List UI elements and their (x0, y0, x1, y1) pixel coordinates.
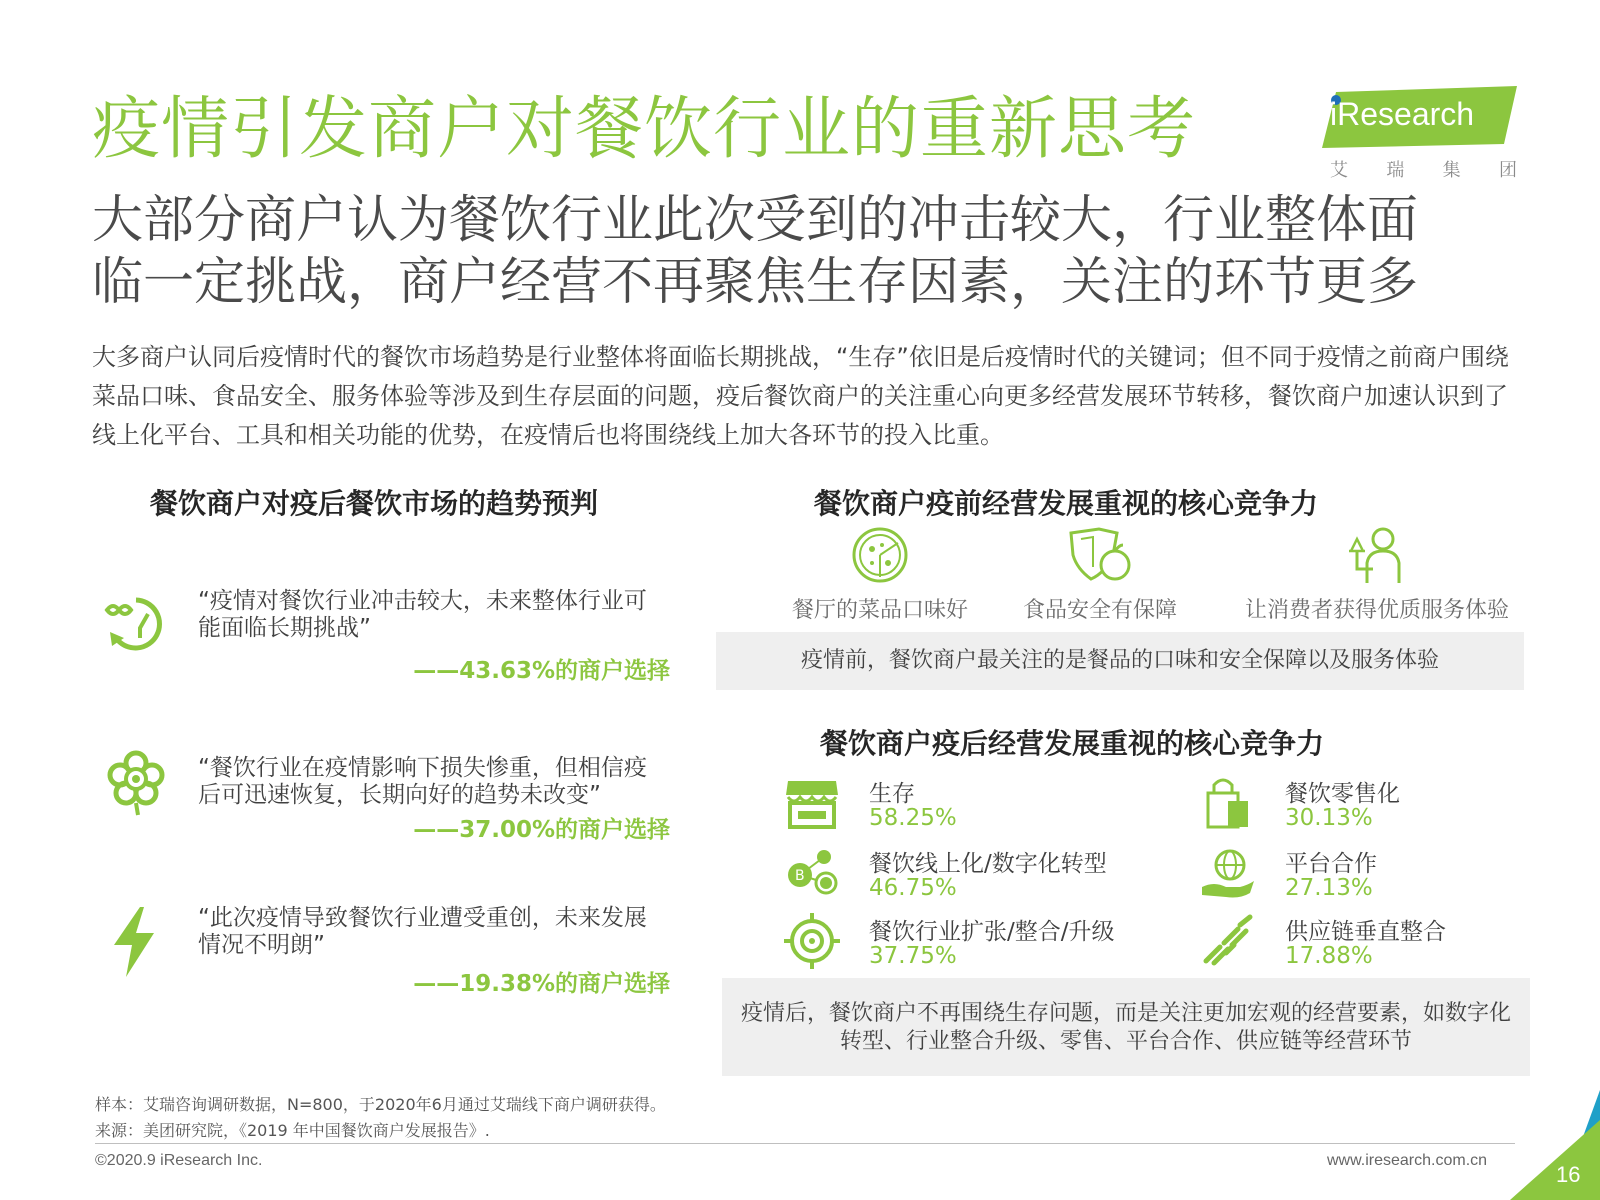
subtitle-line-2: 临一定挑战，商户经营不再聚焦生存因素，关注的环节更多 (92, 253, 1419, 312)
waiter-icon (1345, 525, 1409, 585)
logo-char: 集 (1442, 160, 1461, 181)
page-number: 16 (1556, 1162, 1581, 1187)
post-item (784, 913, 1184, 979)
trend-item (100, 745, 670, 843)
post-item-label: 生存 (869, 781, 915, 807)
subtitle-line-1: 大部分商户认为餐饮行业此次受到的冲击较大，行业整体面 (92, 191, 1419, 250)
post-item-label: 供应链垂直整合 (1285, 919, 1446, 945)
pre-item (1010, 525, 1190, 624)
post-item (1200, 845, 1500, 911)
pre-icons-row (780, 525, 1520, 625)
pizza-icon (850, 525, 910, 585)
shield-apple-icon (1065, 525, 1135, 585)
svg-text:B: B (795, 868, 805, 884)
chain-icon (1200, 913, 1256, 969)
subtitle (92, 190, 1512, 314)
logo-text: iResearch (1330, 96, 1475, 132)
logo-char: 艾 (1330, 160, 1348, 181)
pre-item (1242, 525, 1512, 624)
notes (95, 1092, 666, 1144)
trend-item (100, 588, 670, 684)
post-item-percentage: 58.25% (869, 805, 957, 831)
flower-icon (100, 745, 172, 817)
post-item-percentage: 37.75% (869, 943, 957, 969)
cycle-arrow-icon (100, 588, 172, 660)
pre-item-label: 食品安全有保障 (1022, 598, 1177, 623)
trend-quote: “疫情对餐饮行业冲击较大，未来整体行业可能面临长期挑战” (198, 588, 647, 641)
pre-item-label: 餐厅的菜品口味好 (791, 598, 968, 623)
pre-item (780, 525, 980, 624)
post-item-percentage: 27.13% (1285, 875, 1373, 901)
post-item-percentage: 30.13% (1285, 805, 1373, 831)
post-item-label: 餐饮线上化/数字化转型 (869, 851, 1107, 877)
copyright: ©2020.9 iResearch Inc. (95, 1152, 263, 1169)
trend-item (100, 905, 670, 995)
intro-paragraph: 大多商户认同后疫情时代的餐饮市场趋势是行业整体将面临长期挑战，“生存”依旧是后疫情时代的关键词；但不同于疫情之前商户围绕菜品口味、食品安全、服务体验等涉及到生存层面的问题，疫后餐饮商户的关注重心向更多经营发展环节转移，餐饮商户加速认识到了线上化平台、工具和相关功能的优势，在疫情后也将围绕线上加大各环节的投入比重。 (92, 343, 1509, 449)
sample-note: 样本：艾瑞咨询调研数据，N=800，于2020年6月通过艾瑞线下商户调研获得。 (95, 1095, 666, 1114)
globe-hand-icon (1200, 845, 1256, 901)
shopping-bag-icon (1200, 775, 1256, 831)
lightning-icon (100, 905, 172, 977)
logo-char: 团 (1498, 160, 1517, 181)
website-link[interactable]: www.iresearch.com.cn (1327, 1152, 1488, 1169)
trend-quote: “此次疫情导致餐饮行业遭受重创，未来发展情况不明朗” (198, 905, 647, 958)
post-item-label: 餐饮行业扩张/整合/升级 (869, 919, 1115, 945)
pre-summary: 疫情前，餐饮商户最关注的是餐品的口味和安全保障以及服务体验 (716, 632, 1524, 690)
corner-decoration-icon (1510, 1090, 1600, 1200)
post-item-percentage: 46.75% (869, 875, 957, 901)
post-item (784, 775, 1184, 841)
pre-item-label: 让消费者获得优质服务体验 (1244, 598, 1509, 623)
trend-percentage: ——37.00%的商户选择 (413, 817, 670, 843)
store-icon (784, 775, 840, 831)
post-item (784, 845, 1184, 911)
trend-quote: “餐饮行业在疫情影响下损失惨重，但相信疫后可迅速恢复，长期向好的趋势未改变” (198, 755, 647, 808)
trend-percentage: ——19.38%的商户选择 (413, 971, 670, 997)
source-note: 来源：美团研究院，《2019 年中国餐饮商户发展报告》. (95, 1121, 490, 1140)
trend-section-title: 餐饮商户对疫后餐饮市场的趋势预判 (150, 487, 599, 520)
post-summary: 疫情后，餐饮商户不再围绕生存问题，而是关注更加宏观的经营要素，如数字化转型、行业整合升级、零售、平台合作、供应链等经营环节 (722, 978, 1530, 1076)
post-item-percentage: 17.88% (1285, 943, 1373, 969)
pre-section-title: 餐饮商户疫前经营发展重视的核心竞争力 (814, 487, 1319, 520)
post-item-label: 餐饮零售化 (1285, 781, 1400, 807)
target-icon (784, 913, 840, 969)
logo-chinese (1330, 156, 1517, 182)
post-section-title: 餐饮商户疫后经营发展重视的核心竞争力 (820, 727, 1325, 760)
post-item (1200, 913, 1500, 979)
trend-percentage: ——43.63%的商户选择 (413, 658, 670, 684)
logo-char: 瑞 (1386, 160, 1405, 181)
bitcoin-network-icon (784, 845, 840, 901)
post-item (1200, 775, 1500, 841)
page-title: 疫情引发商户对餐饮行业的重新思考 (92, 90, 1197, 169)
footer-divider (95, 1143, 1515, 1144)
iresearch-logo (1322, 86, 1517, 181)
post-item-label: 平台合作 (1285, 851, 1377, 877)
